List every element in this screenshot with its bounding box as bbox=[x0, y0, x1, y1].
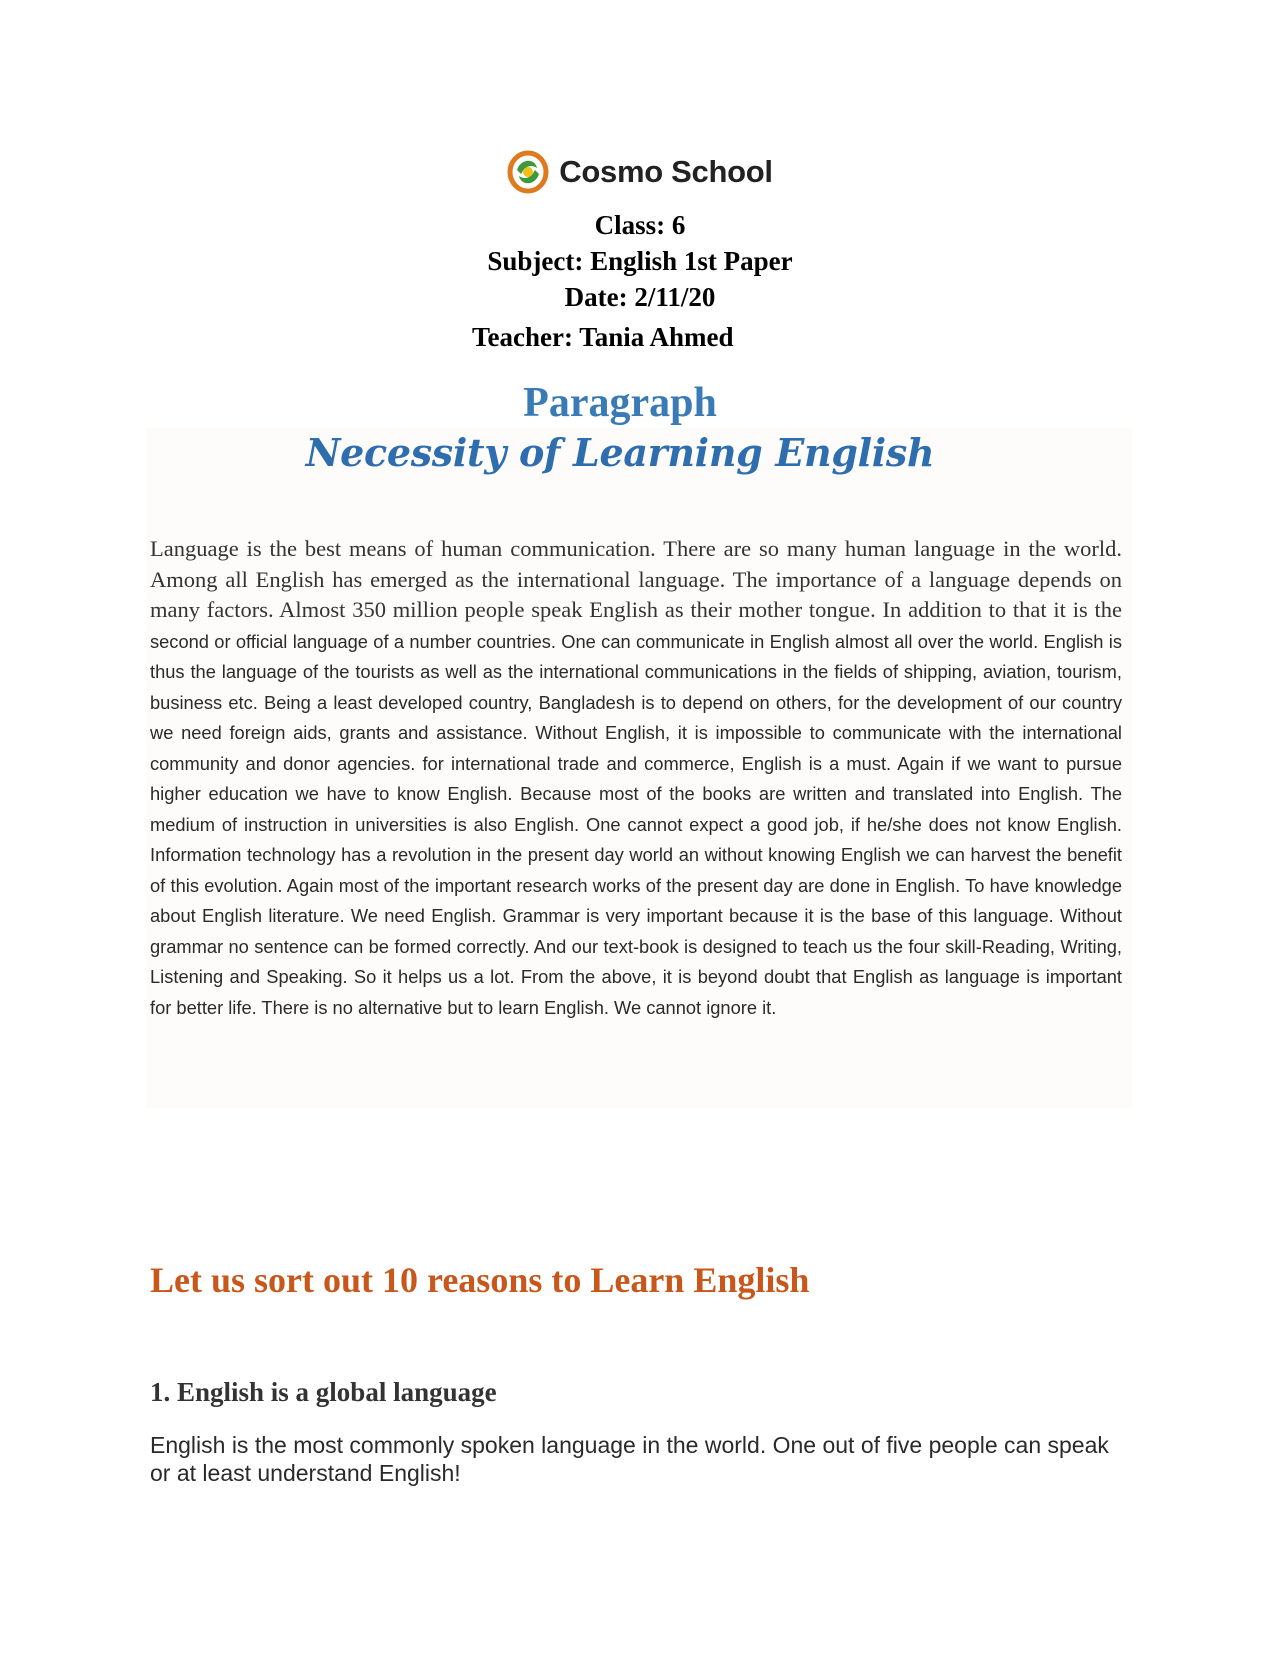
reasons-heading: Let us sort out 10 reasons to Learn English bbox=[150, 1260, 810, 1300]
subject-line: Subject: English 1st Paper bbox=[487, 246, 793, 276]
reason-1-heading: 1. English is a global language bbox=[150, 1377, 497, 1407]
cosmo-logo-icon bbox=[507, 148, 549, 196]
paragraph-sans-text: second or official language of a number countries. One can communicate in English almost all over the world. English is thus the language of the tourists as well as the international communications in the fields of shipping, aviation, tourism, business etc. Being a least developed country, Bangladesh is to depend on others, for the development of our country we need foreign aids, grants and assistance. Without English, it is impossible to communicate with the international community and donor agencies. for international trade and commerce, English is a must. Again if we want to pursue higher education we have to know English. Because most of the books are written and translated into English. The medium of instruction in universities is also English. One cannot expect a good job, if he/she does not know English. Information technology has a revolution in the present day world an without knowing English we can harvest the benefit of this evolution. Again most of the important research works of the present day are done in English. To have knowledge about English literature. We need English. Grammar is very important because it is the base of this language. Without grammar no sentence can be formed correctly. And our text-book is designed to teach us the four skill-Reading, Writing, Listening and Speaking. So it helps us a lot. From the above, it is beyond doubt that English as language is important for better life. There is no alternative but to learn English. We cannot ignore it. bbox=[150, 630, 1122, 1018]
main-paragraph bbox=[150, 534, 1122, 1023]
school-logo bbox=[0, 148, 1280, 196]
class-line: Class: 6 bbox=[594, 210, 686, 240]
teacher-line: Teacher: Tania Ahmed bbox=[472, 322, 734, 352]
document-title: Necessity of Learning English bbox=[305, 430, 935, 475]
school-name: Cosmo School bbox=[559, 154, 773, 189]
date-line: Date: 2/11/20 bbox=[564, 282, 716, 312]
reason-1-text: English is the most commonly spoken language in the world. One out of five people can speak or at least understand English! bbox=[150, 1432, 1109, 1486]
section-label: Paragraph bbox=[523, 380, 717, 426]
paragraph-serif-text: Language is the best means of human communication. There are so many human language in the world. Among all English has emerged as the international language. The importance of a language depends on many factors. Almost 350 million people speak English as their mother tongue. In addition to that it is the bbox=[150, 536, 1122, 622]
